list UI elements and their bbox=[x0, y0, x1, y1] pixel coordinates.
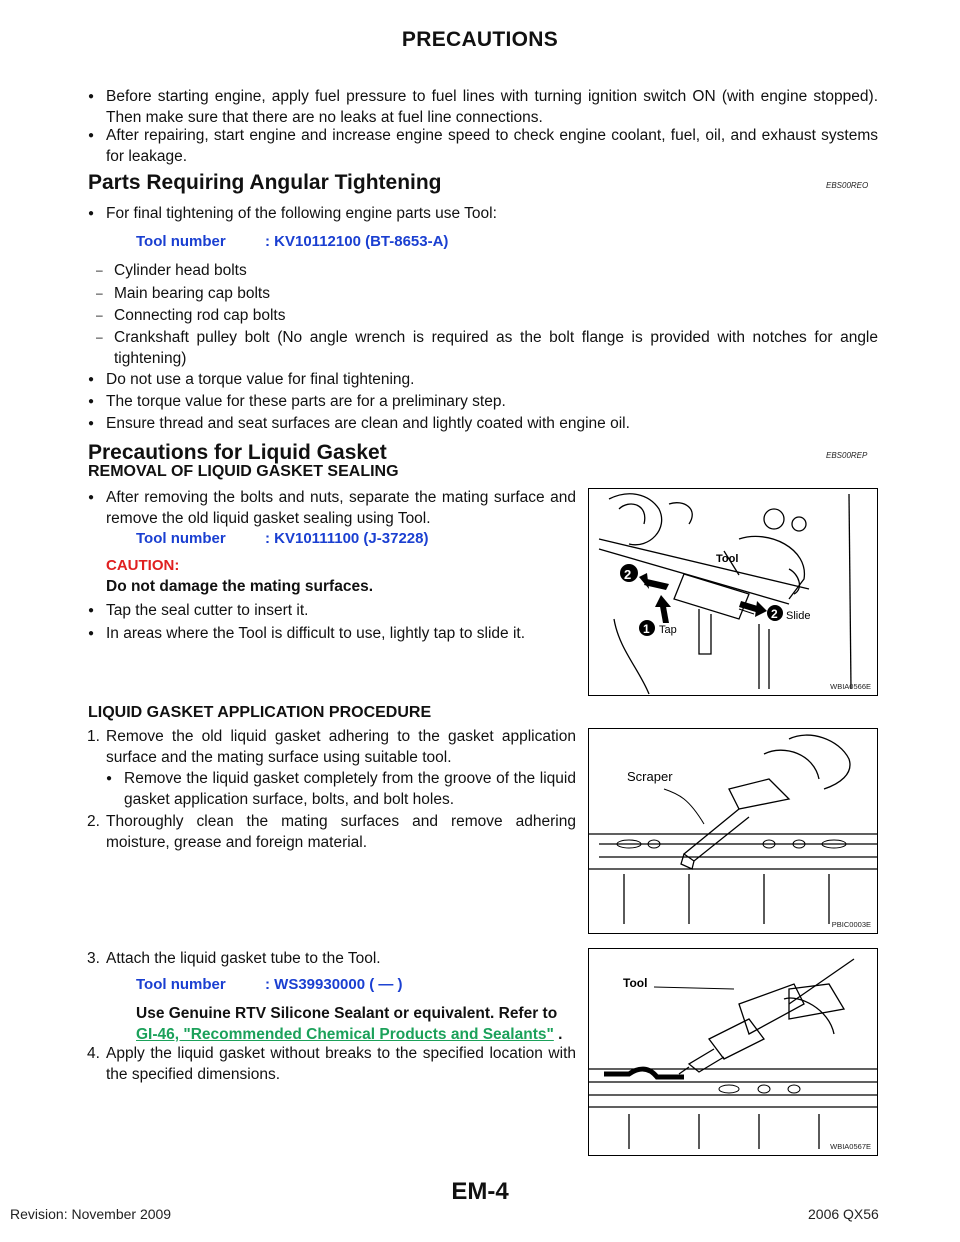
label-scraper: Scraper bbox=[627, 769, 673, 784]
angular-dash-2: – Main bearing cap bolts bbox=[114, 283, 878, 304]
step-3-text: Attach the liquid gasket tube to the Tool. bbox=[106, 950, 381, 967]
removal-tool-value: : KV10111100 (J-37228) bbox=[265, 530, 429, 547]
angular-bullet-4: ● Ensure thread and seat surfaces are clean and lightly coated with engine oil. bbox=[106, 413, 878, 434]
angular-tool-value: : KV10112100 (BT-8653-A) bbox=[265, 233, 449, 250]
step-4-text: Apply the liquid gasket without breaks to the specified location with the specified dimensions. bbox=[106, 1045, 576, 1083]
figure-gasket-tool bbox=[588, 948, 878, 1156]
step-1-text: Remove the old liquid gasket adhering to the gasket application surface and the mating surface using suitable tool. bbox=[106, 728, 576, 766]
step-1-number: 1. bbox=[87, 728, 100, 745]
callout-1: 1 bbox=[643, 622, 650, 636]
step-3 bbox=[87, 948, 576, 969]
angular-bullet-tool: ● For final tightening of the following engine parts use Tool: bbox=[106, 203, 878, 224]
step-1-bullet: ● Remove the liquid gasket completely from the groove of the liquid gasket application surface, bolts, and bolt holes. bbox=[124, 768, 576, 810]
scraper-illustration bbox=[589, 729, 877, 933]
figure-code-1: WBIA0566E bbox=[830, 682, 871, 691]
section-heading-gasket: Precautions for Liquid Gasket bbox=[88, 441, 387, 464]
step-2-number: 2. bbox=[87, 813, 100, 830]
figure-code-2: PBIC0003E bbox=[831, 920, 871, 929]
gasket-tool-illustration bbox=[589, 949, 877, 1155]
removal-bullet-2: ● Tap the seal cutter to insert it. bbox=[106, 600, 576, 621]
removal-tool-label: Tool number bbox=[136, 530, 226, 547]
figure-code-3: WBIA0567E bbox=[830, 1142, 871, 1151]
intro-bullet-2: ● After repairing, start engine and increase engine speed to check engine coolant, fuel, oil, and exhaust systems for leakage. bbox=[106, 125, 878, 167]
revision-date: Revision: November 2009 bbox=[10, 1206, 172, 1222]
label-tool: Tool bbox=[716, 553, 739, 565]
step3-tool-label: Tool number bbox=[136, 976, 226, 993]
genuine-sealant-note bbox=[136, 1003, 576, 1045]
section-heading-angular: Parts Requiring Angular Tightening bbox=[88, 171, 442, 194]
caution-label: CAUTION: bbox=[106, 557, 180, 574]
seal-cutter-illustration bbox=[589, 489, 877, 695]
angular-dash-4: – Crankshaft pulley bolt (No angle wrench is required as the bolt flange is provided with notches for angle tightening) bbox=[114, 327, 878, 369]
callout-2b: 2 bbox=[771, 607, 778, 621]
step-1 bbox=[87, 726, 576, 768]
callout-2a: 2 bbox=[624, 567, 632, 582]
genuine-sealant-text: Use Genuine RTV Silicone Sealant or equivalent. Refer to bbox=[136, 1005, 558, 1022]
page-title: PRECAUTIONS bbox=[401, 28, 559, 51]
section-code-angular: EBS00REO bbox=[826, 181, 869, 190]
page-number: EM-4 bbox=[451, 1178, 509, 1205]
intro-bullet-1: ● Before starting engine, apply fuel pressure to fuel lines with turning ignition switch ON (with engine stopped). Then make sure that there are no leaks at fuel line connections. bbox=[106, 86, 878, 128]
angular-bullet-3: ● The torque value for these parts are for a preliminary step. bbox=[106, 391, 878, 412]
angular-dash-1: – Cylinder head bolts bbox=[114, 260, 878, 281]
label-tool-fig3: Tool bbox=[623, 976, 648, 990]
figure-scraper bbox=[588, 728, 878, 934]
section-code-gasket: EBS00REP bbox=[826, 451, 868, 460]
caution-text: Do not damage the mating surfaces. bbox=[106, 578, 373, 595]
label-tap: Tap bbox=[659, 624, 677, 636]
step-4 bbox=[87, 1043, 576, 1085]
angular-bullet-2: ● Do not use a torque value for final tightening. bbox=[106, 369, 878, 390]
removal-bullet-3: ● In areas where the Tool is difficult to use, lightly tap to slide it. bbox=[106, 623, 576, 644]
application-heading: LIQUID GASKET APPLICATION PROCEDURE bbox=[88, 704, 432, 721]
step-4-number: 4. bbox=[87, 1045, 100, 1062]
step3-tool-value: : WS39930000 ( — ) bbox=[265, 976, 403, 993]
label-slide: Slide bbox=[786, 610, 811, 622]
step-2 bbox=[87, 811, 576, 853]
removal-bullet-1: ● After removing the bolts and nuts, separate the mating surface and remove the old liquid gasket sealing using Tool. bbox=[106, 487, 576, 529]
model-year: 2006 QX56 bbox=[808, 1206, 879, 1222]
angular-dash-3: – Connecting rod cap bolts bbox=[114, 305, 878, 326]
angular-tool-label: Tool number bbox=[136, 233, 226, 250]
chemical-products-link[interactable]: GI-46, "Recommended Chemical Products and Sealants" bbox=[136, 1026, 554, 1043]
step-2-text: Thoroughly clean the mating surfaces and remove adhering moisture, grease and foreign material. bbox=[106, 813, 576, 851]
figure-seal-cutter bbox=[588, 488, 878, 696]
step-3-number: 3. bbox=[87, 950, 100, 967]
genuine-sealant-end: . bbox=[558, 1026, 563, 1043]
removal-heading: REMOVAL OF LIQUID GASKET SEALING bbox=[88, 463, 399, 480]
